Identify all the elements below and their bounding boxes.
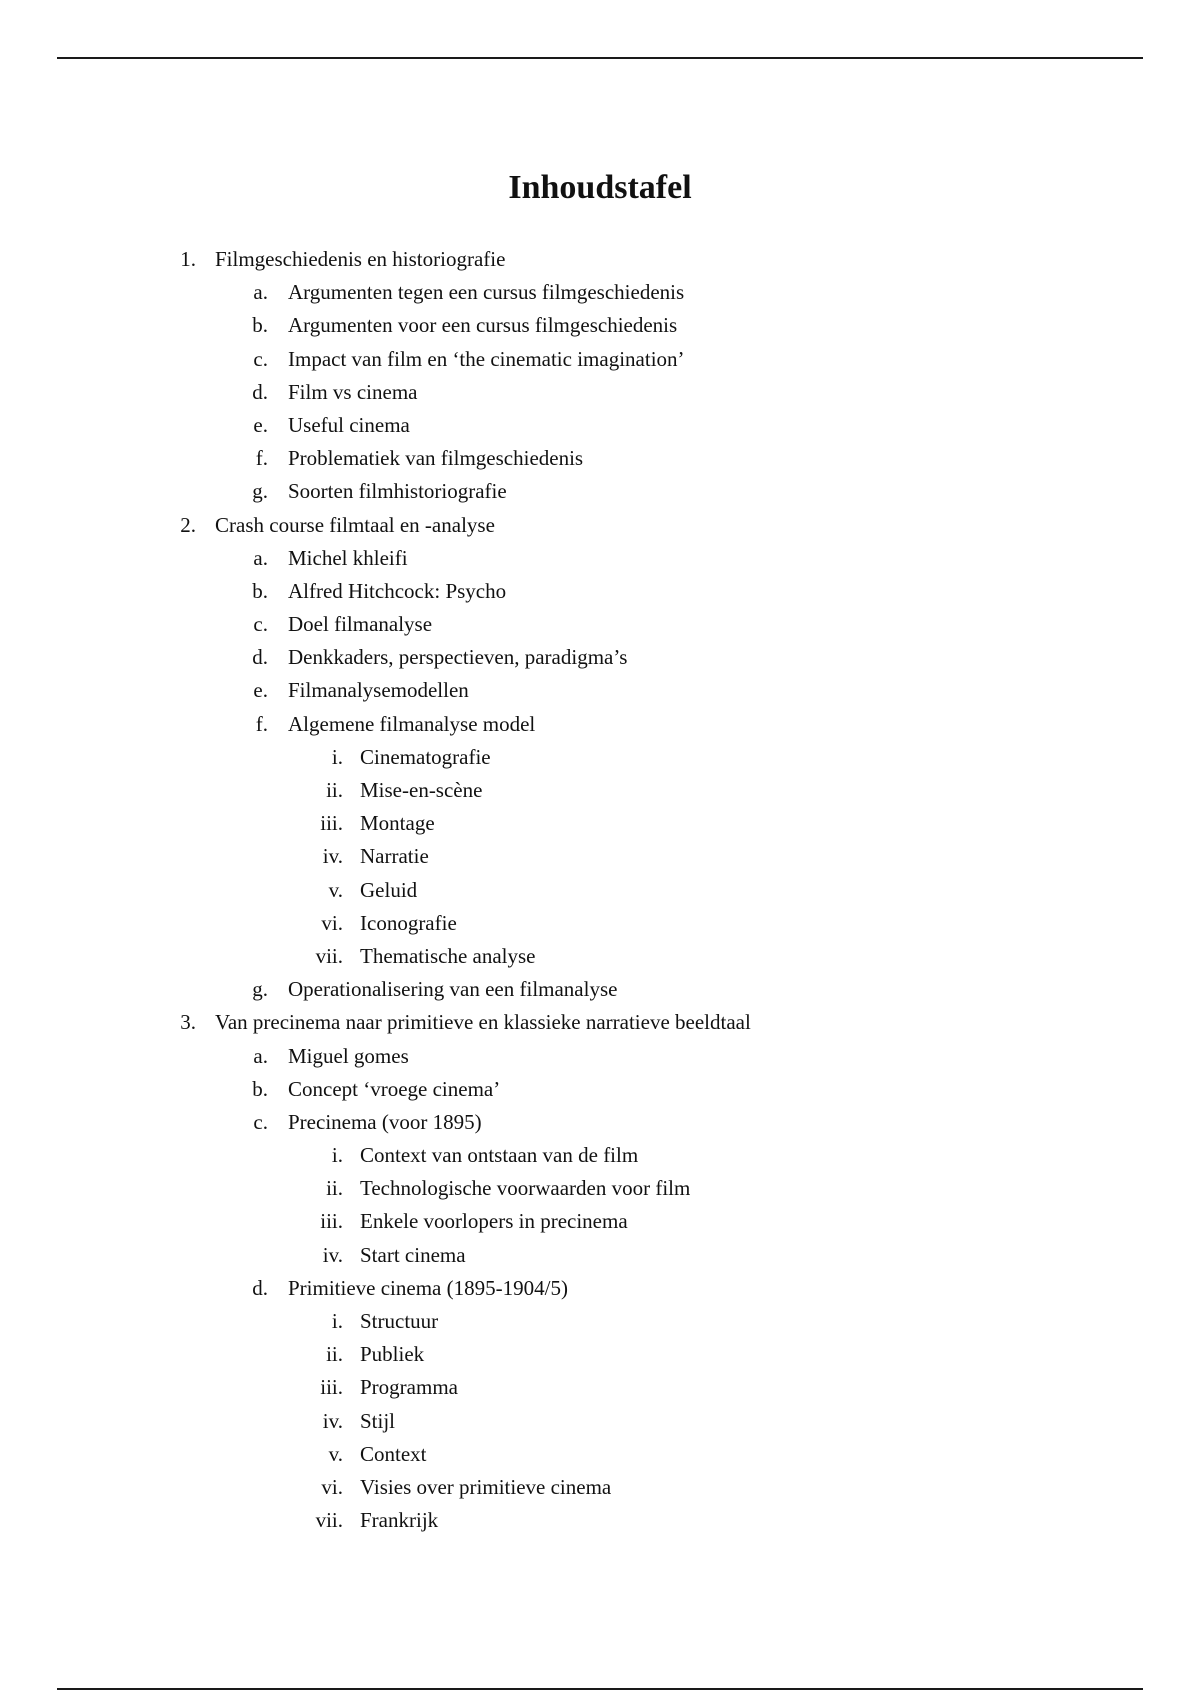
toc-entry-level-2: [0, 309, 1200, 342]
toc-entry-level-3: [0, 1438, 1200, 1471]
toc-entry-text: Alfred Hitchcock: Psycho: [288, 578, 507, 603]
toc-entry-text: Miguel gomes: [288, 1043, 409, 1068]
toc-entry-text: Argumenten tegen een cursus filmgeschiedenis: [288, 280, 685, 305]
toc-entry-text: Cinematografie: [360, 744, 491, 769]
toc-entry-level-3: [0, 1205, 1200, 1238]
toc-entry-text: Programma: [360, 1375, 458, 1400]
toc-entry-level-2: [0, 1272, 1200, 1305]
toc-entry-text: Precinema (voor 1895): [288, 1109, 482, 1134]
toc-entry-level-3: [0, 1471, 1200, 1504]
toc-entry-text: Useful cinema: [288, 412, 410, 437]
toc-entry-text: Montage: [360, 811, 435, 836]
toc-entry-marker: ii.: [326, 1342, 343, 1367]
toc-entry-marker: a.: [253, 1043, 268, 1068]
toc-entry-marker: vi.: [321, 1474, 343, 1499]
toc-entry-level-2: [0, 973, 1200, 1006]
toc-entry-marker: iv.: [322, 1242, 343, 1267]
toc-entry-text: Structuur: [360, 1309, 439, 1333]
toc-entry-text: Primitieve cinema (1895-1904/5): [288, 1275, 568, 1300]
toc-entry-level-3: [0, 1504, 1200, 1537]
toc-entry-text: Argumenten voor een cursus filmgeschiedenis: [288, 313, 678, 338]
toc-entry-level-2: [0, 1040, 1200, 1073]
toc-entry-text: Film vs cinema: [288, 379, 418, 404]
toc-entry-marker: iii.: [320, 1375, 343, 1400]
toc-entry-level-3: [0, 1239, 1200, 1272]
toc-entry-level-2: [0, 409, 1200, 442]
toc-entry-marker: vii.: [315, 943, 343, 968]
toc-entry-level-2: [0, 343, 1200, 376]
toc-entry-level-3: [0, 774, 1200, 807]
toc-entry-text: Publiek: [360, 1342, 425, 1367]
toc-entry-marker: f.: [255, 711, 268, 736]
toc-entry-text: Mise-en-scène: [360, 778, 483, 802]
toc-entry-marker: e.: [253, 678, 268, 703]
toc-entry-level-3: [0, 907, 1200, 940]
toc-entry-text: Doel filmanalyse: [288, 612, 433, 637]
toc-entry-marker: iv.: [322, 844, 343, 869]
toc-entry-level-2: [0, 475, 1200, 508]
page-title: Inhoudstafel: [508, 169, 692, 206]
toc-entry-marker: iii.: [320, 1209, 343, 1234]
toc-entry-level-2: [0, 575, 1200, 608]
toc-entry-marker: v.: [328, 1441, 343, 1466]
toc-entry-level-1: [0, 1006, 1200, 1039]
toc-entry-text: Frankrijk: [360, 1508, 439, 1533]
table-of-contents: [0, 243, 1200, 1537]
toc-entry-text: Michel khleifi: [288, 545, 408, 570]
toc-entry-text: Enkele voorlopers in precinema: [360, 1209, 628, 1234]
toc-entry-marker: c.: [253, 346, 268, 371]
toc-entry-marker: vii.: [315, 1508, 343, 1533]
toc-entry-text: Stijl: [360, 1408, 396, 1433]
toc-entry-level-3: [0, 1338, 1200, 1371]
toc-entry-level-3: [0, 1371, 1200, 1404]
toc-entry-level-3: [0, 1305, 1200, 1338]
toc-entry-text: Problematiek van filmgeschiedenis: [288, 446, 584, 471]
toc-entry-marker: c.: [253, 612, 268, 637]
toc-entry-level-2: [0, 674, 1200, 707]
toc-entry-level-3: [0, 940, 1200, 973]
toc-entry-marker: e.: [253, 412, 268, 437]
toc-entry-level-1: [0, 509, 1200, 542]
toc-entry-text: Iconografie: [360, 910, 457, 935]
toc-entry-marker: i.: [331, 744, 343, 769]
toc-entry-level-3: [0, 874, 1200, 907]
toc-entry-text: Crash course filmtaal en -analyse: [215, 512, 495, 537]
toc-entry-marker: g.: [252, 479, 268, 504]
toc-entry-text: Soorten filmhistoriografie: [288, 479, 507, 504]
toc-entry-text: Concept ‘vroege cinema’: [288, 1076, 501, 1101]
toc-entry-level-2: [0, 1073, 1200, 1106]
toc-entry-level-2: [0, 1106, 1200, 1139]
toc-entry-level-3: [0, 1405, 1200, 1438]
toc-entry-marker: vi.: [321, 910, 343, 935]
toc-entry-marker: d.: [252, 645, 268, 670]
toc-entry-marker: a.: [253, 545, 268, 570]
toc-entry-level-2: [0, 542, 1200, 575]
toc-entry-text: Van precinema naar primitieve en klassieke narratieve beeldtaal: [215, 1010, 751, 1035]
toc-entry-marker: b.: [252, 313, 268, 338]
toc-entry-level-3: [0, 741, 1200, 774]
toc-entry-marker: i.: [331, 1309, 343, 1333]
toc-entry-marker: g.: [252, 977, 268, 1002]
toc-entry-text: Context van ontstaan van de film: [360, 1143, 639, 1168]
toc-entry-text: Geluid: [360, 877, 418, 902]
toc-entry-marker: d.: [252, 379, 268, 404]
toc-entry-text: Filmanalysemodellen: [288, 678, 469, 703]
toc-entry-level-3: [0, 1139, 1200, 1172]
toc-entry-text: Thematische analyse: [360, 943, 536, 968]
toc-entry-marker: ii.: [326, 1176, 343, 1201]
toc-entry-marker: v.: [328, 877, 343, 902]
toc-entry-text: Technologische voorwaarden voor film: [360, 1176, 691, 1201]
toc-entry-text: Context: [360, 1441, 427, 1466]
toc-entry-text: Denkkaders, perspectieven, paradigma’s: [288, 645, 628, 670]
toc-entry-marker: a.: [253, 280, 268, 305]
header-rule: [57, 57, 1143, 59]
toc-entry-marker: c.: [253, 1109, 268, 1134]
toc-entry-text: Impact van film en ‘the cinematic imagination’: [288, 346, 685, 371]
toc-entry-marker: iii.: [320, 811, 343, 836]
toc-entry-marker: 2.: [180, 512, 196, 537]
toc-entry-level-3: [0, 840, 1200, 873]
toc-entry-marker: 1.: [180, 247, 196, 271]
toc-entry-marker: d.: [252, 1275, 268, 1300]
toc-entry-marker: i.: [331, 1143, 343, 1168]
toc-entry-marker: b.: [252, 1076, 268, 1101]
toc-entry-text: Narratie: [360, 844, 429, 869]
toc-entry-text: Algemene filmanalyse model: [288, 711, 536, 736]
toc-entry-level-2: [0, 608, 1200, 641]
toc-entry-text: Visies over primitieve cinema: [360, 1474, 612, 1499]
toc-entry-level-2: [0, 276, 1200, 309]
toc-entry-marker: f.: [255, 446, 268, 471]
toc-entry-text: Filmgeschiedenis en historiografie: [215, 247, 506, 271]
footer-rule: [57, 1688, 1143, 1690]
toc-entry-level-2: [0, 641, 1200, 674]
toc-entry-marker: b.: [252, 578, 268, 603]
toc-entry-level-3: [0, 1172, 1200, 1205]
toc-entry-level-3: [0, 807, 1200, 840]
toc-entry-marker: ii.: [326, 778, 343, 802]
toc-entry-level-2: [0, 442, 1200, 475]
toc-entry-text: Start cinema: [360, 1242, 466, 1267]
toc-entry-level-2: [0, 376, 1200, 409]
toc-entry-marker: iv.: [322, 1408, 343, 1433]
toc-entry-level-1: [0, 243, 1200, 276]
toc-entry-marker: 3.: [180, 1010, 196, 1035]
toc-entry-level-2: [0, 708, 1200, 741]
toc-entry-text: Operationalisering van een filmanalyse: [288, 977, 618, 1002]
